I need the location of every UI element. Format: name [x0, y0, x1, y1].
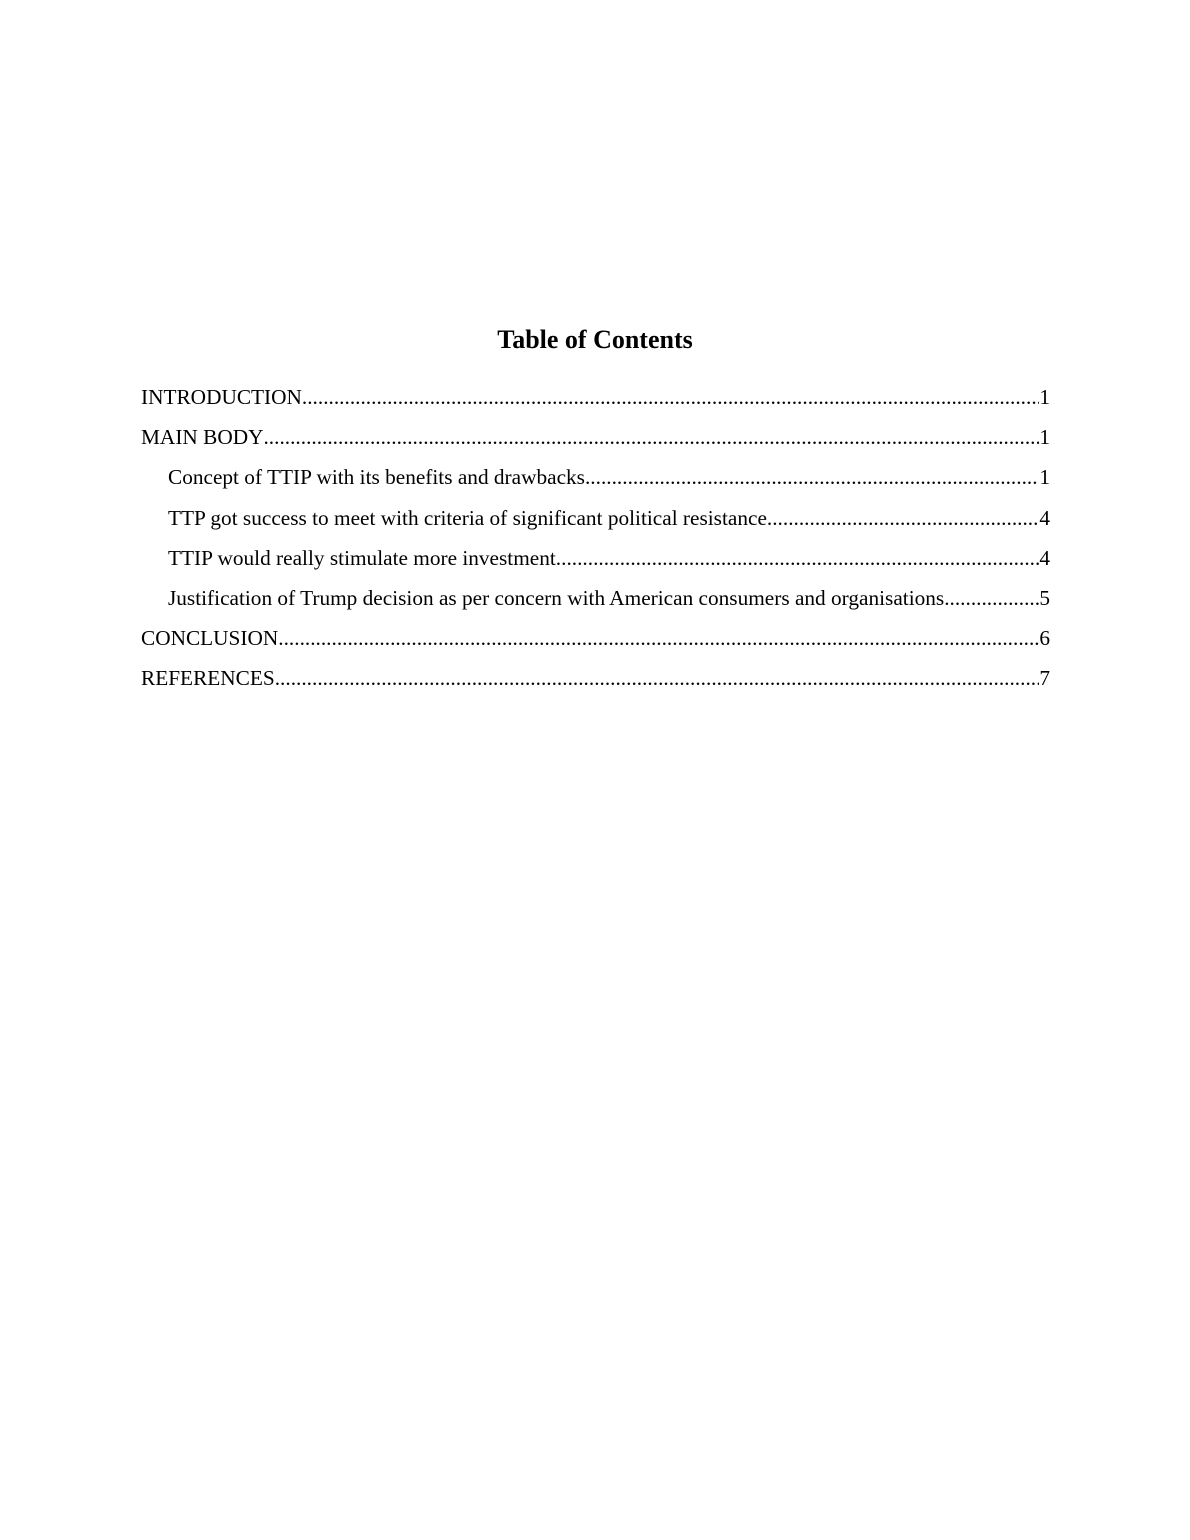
toc-entry-ttip-investment[interactable]: [141, 542, 1050, 582]
toc-list: [141, 381, 1050, 703]
toc-entry-main-body[interactable]: [141, 421, 1050, 461]
toc-page-number: 4: [1039, 545, 1050, 570]
toc-page-number: 1: [1039, 425, 1050, 450]
toc-dot-leader: [278, 622, 1039, 654]
toc-dot-leader: [302, 381, 1039, 413]
toc-entry-title: CONCLUSION: [141, 626, 279, 651]
toc-dot-leader: [585, 461, 1039, 493]
toc-heading: Table of Contents: [497, 325, 693, 354]
toc-dot-leader: [767, 502, 1039, 534]
toc-entry-title: Justification of Trump decision as per concern with American consumers and organisations: [168, 585, 945, 610]
toc-entry-conclusion[interactable]: [141, 622, 1050, 662]
toc-entry-trump-justification[interactable]: [141, 582, 1050, 622]
toc-dot-leader: [275, 662, 1040, 694]
toc-page-number: 6: [1039, 626, 1050, 651]
toc-page-number: 4: [1039, 505, 1050, 530]
toc-entry-concept-of-ttip[interactable]: [141, 461, 1050, 501]
toc-entry-title: Concept of TTIP with its benefits and drawbacks: [168, 465, 585, 490]
toc-entry-title: REFERENCES: [141, 666, 275, 691]
toc-entry-title: TTIP would really stimulate more investment: [168, 545, 556, 570]
toc-dot-leader: [556, 542, 1040, 574]
toc-page-number: 1: [1039, 385, 1050, 409]
toc-dot-leader: [263, 421, 1039, 453]
toc-dot-leader: [944, 582, 1039, 614]
toc-entry-introduction[interactable]: [141, 381, 1050, 421]
toc-page-number: 1: [1039, 465, 1050, 490]
toc-page-number: 5: [1039, 585, 1050, 610]
toc-entry-title: TTP got success to meet with criteria of significant political resistance: [168, 505, 767, 530]
toc-entry-title: INTRODUCTION: [141, 385, 302, 409]
toc-entry-title: MAIN BODY: [141, 425, 264, 450]
toc-entry-references[interactable]: [141, 662, 1050, 702]
toc-entry-ttp-success[interactable]: [141, 502, 1050, 542]
toc-page-number: 7: [1039, 666, 1050, 691]
